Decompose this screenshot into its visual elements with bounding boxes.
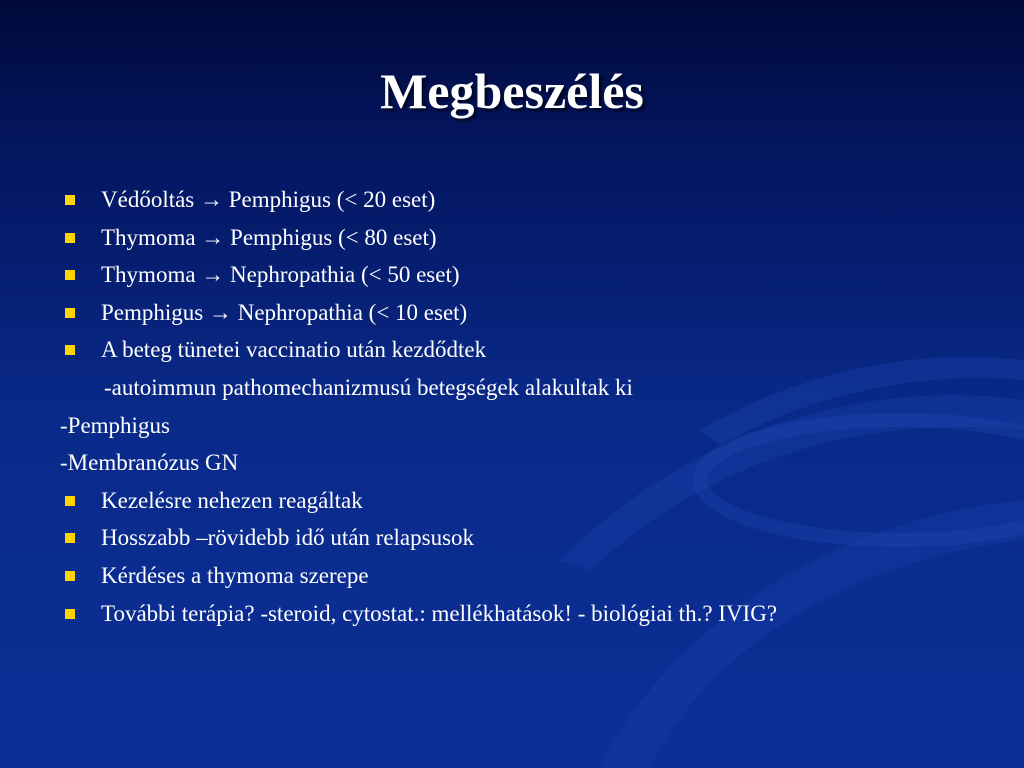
list-item-text: További terápia? -steroid, cytostat.: mellékhatások! - biológiai th.? IVIG? <box>101 600 778 626</box>
list-item <box>60 482 1000 520</box>
list-item <box>60 181 1000 219</box>
list-item-text: Kezelésre nehezen reagáltak <box>101 487 363 513</box>
list-item <box>60 557 1000 595</box>
list-item-text: Pemphigus → Nephropathia (< 10 eset) <box>101 299 468 325</box>
list-item-text: Thymoma → Nephropathia (< 50 eset) <box>101 262 460 288</box>
list-item <box>60 256 1000 294</box>
list-item-text: A beteg tünetei vaccinatio után kezdődtek <box>101 337 487 363</box>
square-bullet-icon <box>65 496 75 506</box>
list-item-text: Hosszabb –rövidebb idő után relapsusok <box>101 525 475 551</box>
list-item <box>60 331 1000 369</box>
plain-line-text: -Pemphigus <box>60 412 170 438</box>
square-bullet-icon <box>65 308 75 318</box>
square-bullet-icon <box>65 233 75 243</box>
square-bullet-icon <box>65 533 75 543</box>
list-item-text: Thymoma → Pemphigus (< 80 eset) <box>101 224 437 250</box>
list-item <box>60 294 1000 332</box>
square-bullet-icon <box>65 571 75 581</box>
content-list <box>60 181 1000 632</box>
slide-title: Megbeszélés <box>380 63 644 119</box>
list-item <box>60 595 1000 633</box>
plain-line-text: -Membranózus GN <box>60 450 239 476</box>
square-bullet-icon <box>65 195 75 205</box>
list-item <box>60 219 1000 257</box>
plain-line <box>60 407 1000 445</box>
indented-line <box>60 369 1000 407</box>
indented-line-text: -autoimmun pathomechanizmusú betegségek alakultak ki <box>104 374 633 400</box>
square-bullet-icon <box>65 609 75 619</box>
square-bullet-icon <box>65 345 75 355</box>
list-item-text: Védőoltás → Pemphigus (< 20 eset) <box>101 187 436 212</box>
square-bullet-icon <box>65 270 75 280</box>
list-item-text: Kérdéses a thymoma szerepe <box>101 562 369 588</box>
plain-line <box>60 444 1000 482</box>
list-item <box>60 519 1000 557</box>
